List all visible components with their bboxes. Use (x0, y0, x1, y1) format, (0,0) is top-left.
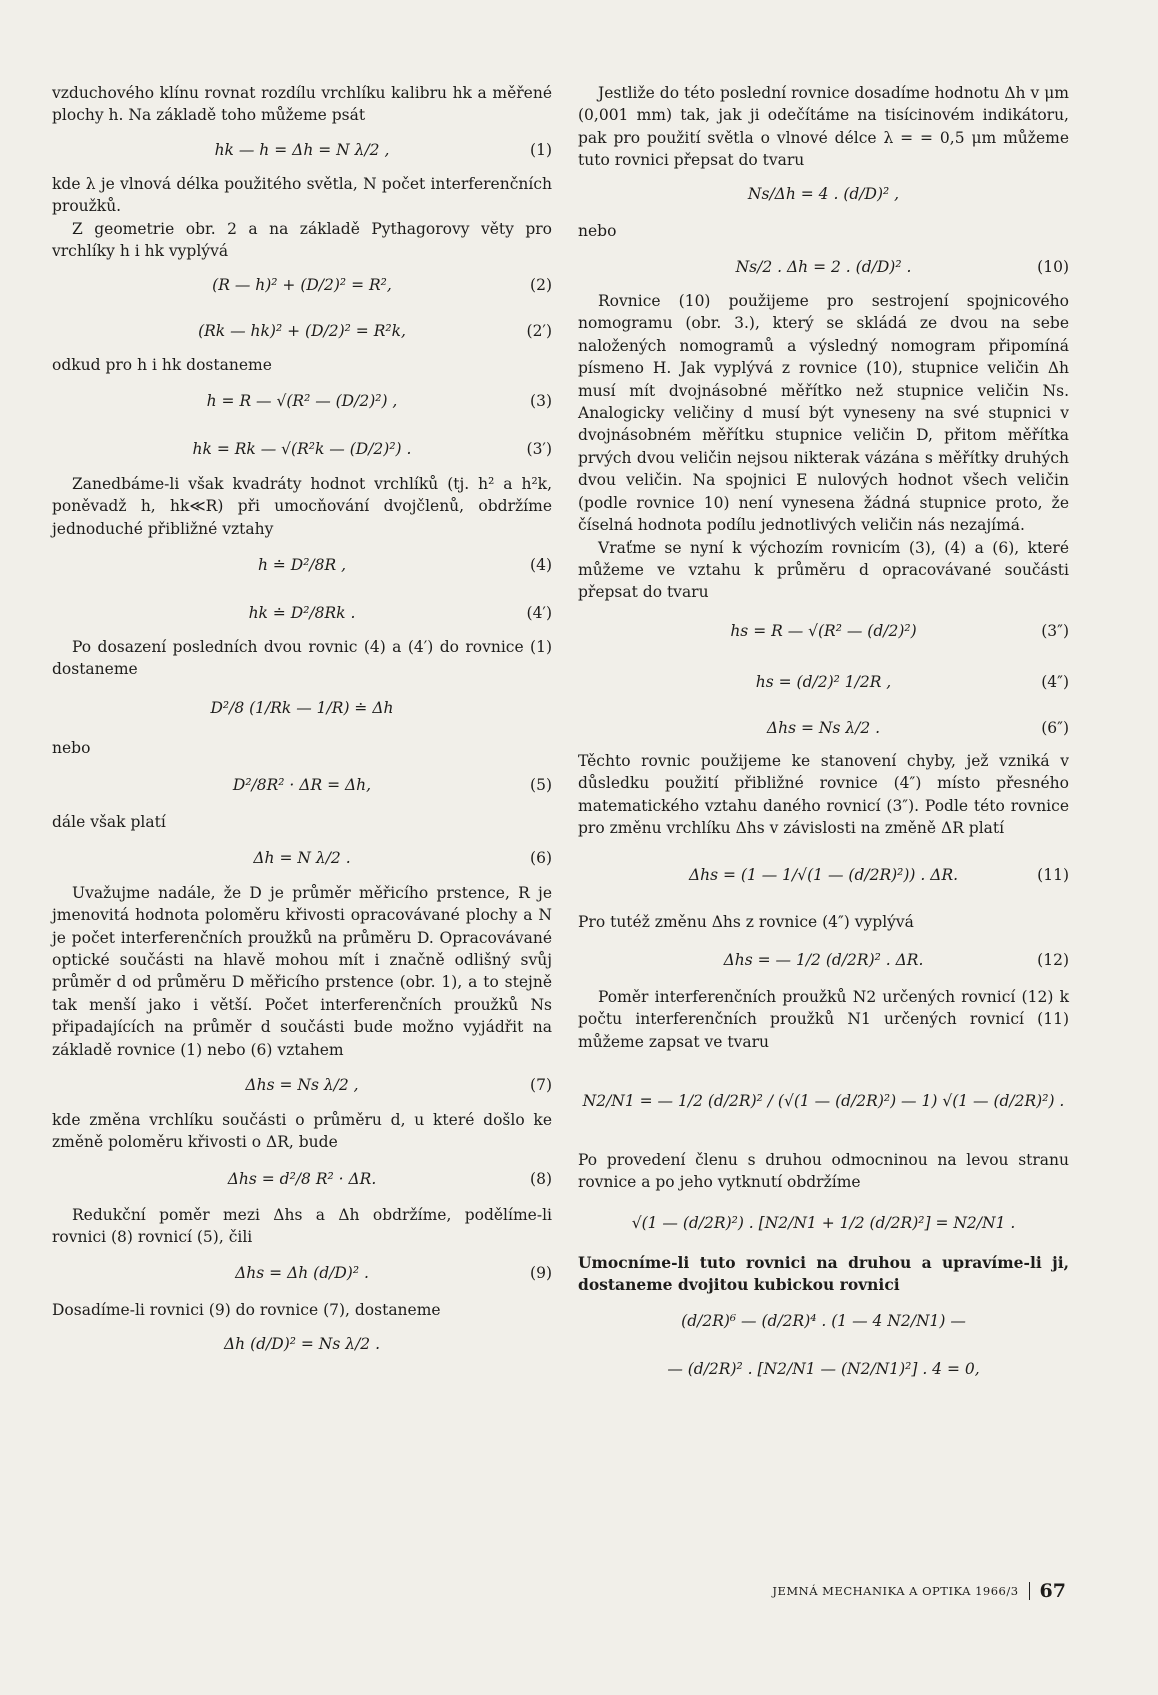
equation-4-double-prime: hs = (d/2)² 1/2R , (4″) (755, 672, 1069, 691)
equation-10: Ns/2 . Δh = 2 . (d/D)² . (10) (735, 257, 1069, 276)
paragraph: Redukční poměr mezi Δhs a Δh obdržíme, podělíme-li rovnici (8) rovnicí (5), čili (52, 1205, 552, 1247)
equation-cubic-line-1: (d/2R)⁶ — (d/2R)⁴ . (1 — 4 N2/N1) — (681, 1312, 966, 1331)
page-number: 67 (1039, 1580, 1066, 1602)
paragraph: Po provedení členu s druhou odmocninou na levou stranu rovnice a po jeho vytknutí obdržíme (578, 1150, 1069, 1192)
equation-8: Δhs = d²/8 R² · ΔR. (8) (227, 1169, 552, 1188)
right-column (578, 82, 1069, 1393)
paragraph: Uvažujme nadále, že D je průměr měřicího prstence, R je jmenovitá hodnota poloměru křivosti opracovávané plochy a N je počet interferenčních proužků na průměru D. Opracovávané optické součásti na hlavě mohou mít i značně odlišný svůj průměr d od průměru D měřicího prstence (obr. 1), a to stejně tak menší jako i větší. Počet interferenčních proužků Ns připadajících na průměr d součásti bude možno vyjádřit na základě rovnice (1) nebo (6) vztahem (52, 883, 552, 1059)
paragraph: kde změna vrchlíku součásti o průměru d, u které došlo ke změně poloměru křivosti o ΔR, bude (52, 1110, 552, 1152)
equation-factored: √(1 — (d/2R)²) . [N2/N1 + 1/2 (d/2R)²] = N2/N1 . (631, 1213, 1016, 1232)
paragraph: odkud pro h i hk dostaneme (52, 356, 272, 375)
equation-3: h = R — √(R² — (D/2)²) , (3) (206, 391, 552, 410)
paragraph: Rovnice (10) použijeme pro sestrojení spojnicového nomogramu (obr. 3.), který se skládá ze dvou na sebe naložených nomogramů a výsledný nomogram připomíná písmeno H. Jak vyplývá z rovnice (10), stupnice veličin Δh musí mít dvojnásobné měřítko než stupnice veličin Ns. Analogicky veličiny d musí být vyneseny na své stupnici v dvojnásobném měřítku stupnice veličin D, přitom měřítka prvých dvou veličin nejsou nikterak vázána s měřítky druhých dvou veličin. Na spojnici E nulových hodnot všech veličin (podle rovnice 10) není vynesena žádná stupnice proto, že číselná hodnota podílu jednotlivých veličin nás nezajímá. (578, 292, 1069, 535)
equation-final-left: Δh (d/D)² = Ns λ/2 . (223, 1334, 381, 1353)
equation-3-prime: hk = Rk — √(R²k — (D/2)²) . (3′) (192, 439, 552, 458)
equation-1: hk — h = Δh = N λ/2 , (1) (214, 140, 552, 159)
equation-12: Δhs = — 1/2 (d/2R)² . ΔR. (12) (723, 950, 1069, 969)
equation-substitution: D²/8 (1/Rk — 1/R) ≐ Δh (210, 698, 394, 717)
paragraph: Pro tutéž změnu Δhs z rovnice (4″) vyplývá (578, 913, 914, 932)
journal-name: JEMNÁ MECHANIKA A OPTIKA 1966/3 (772, 1584, 1019, 1598)
equation-4-prime: hk ≐ D²/8Rk . (4′) (248, 603, 552, 622)
equation-9: Δhs = Δh (d/D)² . (9) (235, 1264, 552, 1283)
equation-3-double-prime: hs = R — √(R² — (d/2)²) (3″) (730, 621, 1069, 640)
paragraph: Umocníme-li tuto rovnici na druhou a upravíme-li ji, dostaneme dvojitou kubickou rovnici (578, 1252, 1069, 1295)
equation-6: Δh = N λ/2 . (6) (253, 849, 552, 868)
equation-cubic-line-2: — (d/2R)² . [N2/N1 — (N2/N1)²] . 4 = 0, (667, 1360, 980, 1379)
equation-ns-dh: Ns/Δh = 4 . (d/D)² , (747, 185, 900, 204)
equation-7: Δhs = Ns λ/2 , (7) (245, 1075, 552, 1094)
text-dale: dále však platí (52, 813, 166, 832)
paragraph: Po dosazení posledních dvou rovnic (4) a (4′) do rovnice (1) dostaneme (52, 638, 552, 679)
paragraph: Jestliže do této poslední rovnice dosadíme hodnotu Δh v μm (0,001 mm) tak, jak ji odečítáme na tisícinovém indikátoru, pak pro použití světla o vlnové délce λ = = 0,5 μm můžeme tuto rovnici přepsat do tvaru (578, 84, 1069, 170)
paragraph: Z geometrie obr. 2 a na základě Pythagorovy věty pro vrchlíky h i hk vyplývá (52, 219, 552, 261)
equation-2: (R — h)² + (D/2)² = R², (2) (212, 276, 552, 295)
word-nebo: nebo (52, 738, 91, 757)
paragraph: vzduchového klínu rovnat rozdílu vrchlíku kalibru hk a měřené plochy h. Na základě toho můžeme psát (52, 84, 552, 125)
footer-divider (1029, 1582, 1030, 1600)
equation-ratio: N2/N1 = — 1/2 (d/2R)² / (√(1 — (d/2R)²) — 1) √(1 — (d/2R)²) . (582, 1091, 1065, 1110)
word-nebo: nebo (578, 221, 617, 240)
equation-2-prime: (Rk — hk)² + (D/2)² = R²k, (2′) (198, 322, 552, 341)
paragraph: Zanedbáme-li však kvadráty hodnot vrchlíků (tj. h² a h²k, poněvadž h, hk≪R) při umocňování dvojčlenů, obdržíme jednoduché přibližné vztahy (52, 474, 552, 538)
page-footer (772, 1580, 1066, 1602)
left-column (52, 82, 552, 1367)
paragraph: Vraťme se nyní k výchozím rovnicím (3), (4) a (6), které můžeme ve vztahu k průměru d opracovávané součásti přepsat do tvaru (578, 538, 1069, 602)
paragraph: Těchto rovnic použijeme ke stanovení chyby, jež vzniká v důsledku použití přibližné rovnice (4″) místo přesného matematického vztahu daného rovnicí (3″). Podle této rovnice pro změnu vrchlíku Δhs v závislosti na změně ΔR platí (578, 751, 1069, 837)
equation-4: h ≐ D²/8R , (4) (257, 555, 552, 574)
equation-6-double-prime: Δhs = Ns λ/2 . (6″) (766, 718, 1069, 737)
paragraph: Poměr interferenčních proužků N2 určených rovnicí (12) k počtu interferenčních proužků N1 určených rovnicí (11) můžeme zapsat ve tvaru (578, 987, 1069, 1051)
equation-11: Δhs = (1 — 1/√(1 — (d/2R)²)) . ΔR. (11) (688, 866, 1069, 885)
paragraph: Dosadíme-li rovnici (9) do rovnice (7), dostaneme (52, 1300, 441, 1319)
paragraph: kde λ je vlnová délka použitého světla, N počet interferenčních proužků. (52, 174, 552, 216)
equation-5: D²/8R² · ΔR = Δh, (5) (232, 776, 552, 795)
